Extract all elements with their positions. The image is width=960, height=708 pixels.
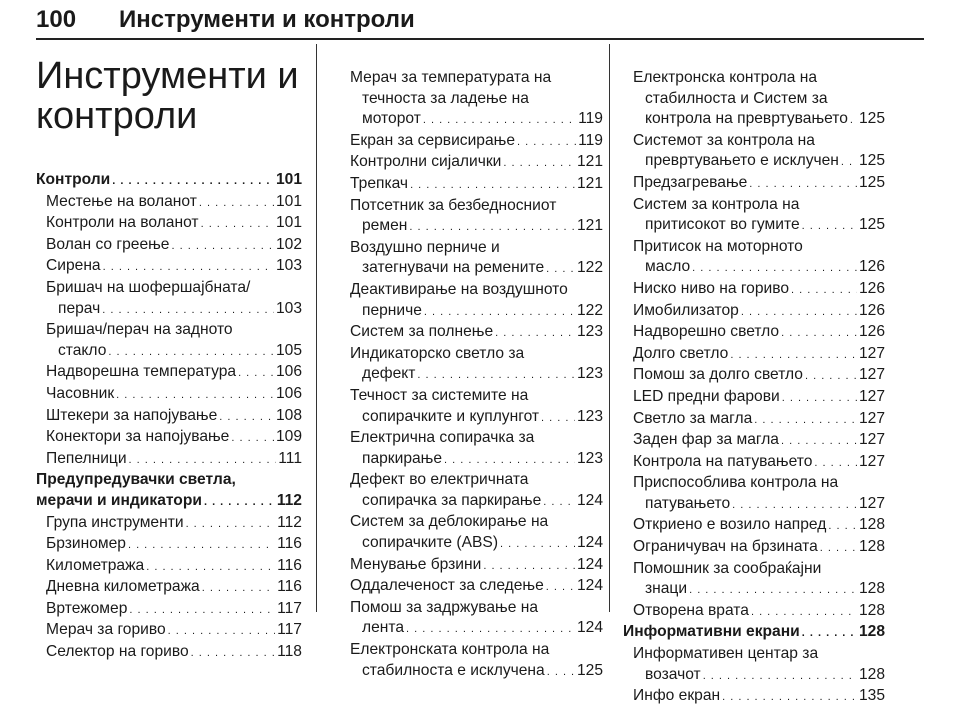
dot-leader [483, 555, 575, 577]
toc-entry-title: патувањето [645, 494, 731, 512]
toc-entry[interactable] [340, 131, 603, 153]
dot-leader [782, 387, 857, 409]
toc-entry-title: Систем за полнење [350, 323, 494, 341]
header-title: Инструменти и контроли [119, 6, 415, 33]
toc-entry-title: затегнувачи на ремените [362, 259, 545, 277]
toc-entry-page: 124 [576, 534, 603, 552]
toc-entry[interactable] [623, 109, 885, 131]
toc-entry-title: Контроли [36, 171, 111, 188]
toc-entry-title: Оддалеченост за следење [350, 577, 544, 595]
dot-leader [850, 109, 857, 131]
toc-entry[interactable] [36, 192, 302, 214]
toc-entry[interactable] [36, 449, 302, 471]
toc-entry-title: знаци [645, 580, 688, 598]
toc-entry-title: Конектори за напојување [46, 428, 230, 446]
toc-entry-title: Инфо екран [633, 687, 721, 705]
toc-entry-page: 117 [277, 621, 302, 639]
chapter-title-line2: контроли [36, 95, 198, 137]
dot-leader [171, 235, 273, 257]
toc-entry-page: 119 [578, 131, 603, 149]
toc-entry-title: стабилноста е исклучена [362, 661, 545, 679]
toc-entry-title: Помош за долго светло [633, 366, 803, 384]
toc-entry-page: 119 [578, 110, 603, 128]
toc-entry-line: Електронската контрола на [350, 641, 550, 659]
toc-entry-title: сопирачките (ABS) [362, 534, 499, 552]
toc-entry-line: Мерач за температурата на [350, 69, 552, 86]
toc-entry-title: Отворена врата [633, 601, 749, 619]
dot-leader [238, 362, 274, 384]
toc-entry-page: 127 [858, 452, 885, 470]
toc-entry-line: Притисок на моторното [633, 237, 803, 255]
toc-entry-title: Предзагревање [633, 173, 748, 191]
toc-entry-title: перниче [362, 301, 422, 319]
toc-entry-page: 112 [276, 491, 302, 509]
header-rule [36, 38, 924, 40]
dot-leader [410, 174, 575, 196]
toc-entry-title: сопирачките и куплунгот [362, 407, 540, 425]
dot-leader [814, 452, 857, 474]
toc-entry-page: 126 [858, 279, 885, 297]
toc-entry[interactable] [340, 491, 603, 513]
toc-entry-line: Предупредувачки светла, [36, 471, 236, 489]
toc-entry-title: Контрола на патувањето [633, 452, 813, 470]
toc-entry-line: Потсетник за безбедносниот [350, 196, 557, 214]
toc-entry-page: 124 [576, 577, 603, 595]
column-divider-left [316, 44, 317, 612]
toc-entry-title: Вртежомер [46, 599, 128, 617]
toc-entry-title: дефект [362, 365, 416, 383]
toc-entry-title: Контроли на воланот [46, 214, 199, 232]
toc-entry[interactable] [340, 152, 603, 174]
toc-entry[interactable] [623, 151, 885, 173]
toc-entry[interactable] [340, 449, 603, 471]
dot-leader [128, 534, 275, 556]
dot-leader [805, 365, 857, 387]
toc-entry-line: Помош за задржување на [350, 598, 539, 616]
dot-leader [204, 491, 275, 513]
dot-leader [146, 556, 275, 578]
dot-leader [689, 579, 857, 601]
dot-leader [112, 170, 274, 192]
toc-entry-page: 127 [858, 366, 885, 384]
dot-leader [116, 384, 274, 406]
dot-leader [546, 258, 575, 280]
toc-entry-title: Имобилизатор [633, 301, 739, 319]
toc-entry-title: Група инструменти [46, 513, 184, 531]
toc-entry[interactable] [623, 622, 885, 644]
toc-entry-page: 127 [858, 431, 885, 449]
toc-entry-page: 124 [576, 491, 603, 509]
toc-entry-page: 122 [576, 259, 603, 277]
column-divider-right [609, 44, 610, 612]
dot-leader [547, 661, 575, 683]
toc-entry[interactable] [36, 513, 302, 535]
toc-entry-page: 123 [576, 449, 603, 467]
toc-entry-title: LED предни фарови [633, 387, 780, 405]
toc-entry-page: 126 [858, 258, 885, 276]
dot-leader [751, 601, 857, 623]
toc-entry-page: 122 [576, 301, 603, 319]
toc-entry[interactable] [623, 387, 885, 409]
toc-entry-title: паркирање [362, 449, 443, 467]
toc-entry-line: Помошник за сообраќајни [633, 559, 822, 577]
toc-entry-title: Надворешна температура [46, 363, 237, 381]
toc-entry-page: 135 [858, 687, 885, 705]
dot-leader [444, 449, 575, 471]
dot-leader [219, 406, 274, 428]
toc-entry-title: перач [58, 299, 101, 317]
dot-leader [703, 665, 857, 687]
toc-column-1 [36, 170, 302, 664]
toc-entry[interactable] [36, 235, 302, 257]
toc-entry-page: 121 [576, 153, 603, 171]
dot-leader [424, 301, 575, 323]
toc-entry-title: Информативни екрани [623, 623, 800, 641]
toc-entry-title: Дневна километража [46, 578, 200, 596]
toc-entry[interactable] [340, 322, 603, 344]
dot-leader [749, 173, 857, 195]
toc-entry[interactable] [36, 406, 302, 428]
toc-entry[interactable] [36, 384, 302, 406]
toc-entry-line: течноста за ладење на [362, 89, 529, 107]
toc-entry[interactable] [623, 579, 885, 601]
toc-entry[interactable] [623, 279, 885, 301]
toc-entry-page: 123 [576, 407, 603, 425]
toc-entry-page: 127 [858, 387, 885, 405]
toc-entry-title: Контролни сијалички [350, 153, 502, 171]
dot-leader [543, 491, 575, 513]
toc-entry-line: Системот за контрола на [633, 131, 815, 149]
toc-entry[interactable] [340, 576, 603, 598]
toc-entry-title: лента [362, 619, 405, 637]
dot-leader [406, 618, 575, 640]
toc-entry-line: Воздушно перниче и [350, 238, 500, 256]
toc-entry-page: 127 [858, 494, 885, 512]
toc-column-3 [623, 68, 885, 708]
toc-entry-line: Систем за контрола на [633, 195, 800, 213]
toc-entry-title: ремен [362, 217, 408, 235]
dot-leader [820, 537, 857, 559]
dot-leader [102, 299, 274, 321]
toc-entry-page: 128 [858, 538, 885, 556]
toc-entry-title: Пепелници [46, 449, 127, 467]
toc-entry[interactable] [623, 173, 885, 195]
toc-entry-page: 101 [275, 192, 302, 210]
toc-entry[interactable] [340, 618, 603, 640]
toc-entry[interactable] [623, 686, 885, 708]
toc-entry[interactable] [623, 665, 885, 687]
toc-entry-page: 125 [858, 152, 885, 170]
toc-entry[interactable] [623, 430, 885, 452]
toc-entry-page: 106 [275, 384, 302, 402]
toc-entry-title: сопирачка за паркирање [362, 491, 542, 509]
toc-entry-page: 116 [277, 535, 302, 553]
toc-entry[interactable] [36, 213, 302, 235]
toc-entry[interactable] [623, 494, 885, 516]
toc-entry-title: моторот [362, 110, 421, 128]
dot-leader [108, 341, 274, 363]
toc-entry[interactable] [36, 362, 302, 384]
toc-entry-page: 102 [275, 235, 302, 253]
toc-entry-page: 128 [858, 516, 885, 534]
toc-entry-title: Штекери за напојување [46, 406, 218, 424]
toc-entry-page: 126 [858, 301, 885, 319]
toc-entry-title: Откриено е возило напред [633, 516, 827, 534]
toc-entry[interactable] [623, 601, 885, 623]
dot-leader [802, 215, 857, 237]
toc-entry-page: 121 [576, 217, 603, 235]
toc-entry-page: 109 [275, 428, 302, 446]
toc-entry[interactable] [340, 109, 603, 131]
toc-entry-page: 127 [858, 409, 885, 427]
toc-entry-title: Сирена [46, 257, 101, 275]
toc-entry[interactable] [36, 170, 302, 192]
toc-entry[interactable] [36, 299, 302, 321]
toc-entry-page: 118 [277, 643, 302, 661]
toc-entry-title: Волан со греење [46, 235, 170, 253]
toc-entry-page: 123 [576, 323, 603, 341]
dot-leader [409, 216, 575, 238]
toc-entry[interactable] [36, 427, 302, 449]
dot-leader [841, 151, 857, 173]
dot-leader [423, 109, 576, 131]
toc-entry[interactable] [36, 491, 302, 513]
toc-entry-page: 127 [858, 344, 885, 362]
toc-entry-line: Бришач/перач на задното [46, 321, 233, 339]
dot-leader [781, 430, 857, 452]
toc-entry-page: 125 [858, 110, 885, 128]
toc-entry[interactable] [623, 215, 885, 237]
toc-entry-title: Часовник [46, 384, 115, 402]
dot-leader [741, 301, 857, 323]
dot-leader [231, 427, 274, 449]
toc-entry-title: Ниско ниво на гориво [633, 279, 790, 297]
toc-entry-title: Брзиномер [46, 535, 126, 553]
toc-entry-line: Индикаторско светло за [350, 344, 525, 362]
toc-entry-page: 125 [858, 216, 885, 234]
toc-entry-line: Деактивирање на воздушното [350, 280, 568, 298]
toc-entry[interactable] [623, 301, 885, 323]
toc-entry-line: Информативен центар за [633, 645, 819, 663]
toc-column-2 [340, 68, 603, 682]
dot-leader [692, 257, 857, 279]
dot-leader [722, 686, 857, 708]
page-number: 100 [36, 6, 77, 33]
toc-entry-line: Дефект во електричната [350, 471, 529, 489]
toc-entry-title: Светло за магла [633, 409, 753, 427]
dot-leader [730, 344, 857, 366]
toc-entry[interactable] [340, 661, 603, 683]
toc-entry[interactable] [36, 256, 302, 278]
toc-entry-page: 123 [576, 365, 603, 383]
toc-entry-page: 112 [277, 513, 302, 531]
dot-leader [129, 449, 277, 471]
toc-entry-page: 126 [858, 323, 885, 341]
toc-entry-title: стакло [58, 341, 107, 359]
toc-entry[interactable] [340, 407, 603, 429]
dot-leader [199, 192, 274, 214]
toc-entry[interactable] [36, 341, 302, 363]
toc-entry[interactable] [623, 322, 885, 344]
toc-entry[interactable] [36, 620, 302, 642]
toc-entry-page: 128 [858, 623, 885, 641]
page-header [36, 6, 924, 42]
toc-entry-page: 124 [576, 555, 603, 573]
toc-entry-title: превртувањето е исклучен [645, 152, 839, 170]
toc-entry-title: Заден фар за магла [633, 431, 779, 449]
toc-entry-title: Долго светло [633, 344, 729, 362]
toc-entry-page: 101 [275, 214, 302, 232]
dot-leader [500, 533, 575, 555]
toc-entry[interactable] [36, 642, 302, 664]
toc-entry-title: масло [645, 258, 691, 276]
toc-entry-line: Систем за деблокирање на [350, 513, 549, 531]
chapter-title-line1: Инструменти и [36, 55, 299, 97]
dot-leader [791, 279, 857, 301]
dot-leader [503, 152, 575, 174]
toc-entry-page: 106 [275, 363, 302, 381]
toc-entry-title: мерачи и индикатори [36, 491, 202, 509]
dot-leader [202, 577, 275, 599]
toc-entry-title: Километража [46, 556, 145, 574]
dot-leader [732, 494, 857, 516]
toc-entry-page: 108 [275, 406, 302, 424]
dot-leader [781, 322, 857, 344]
toc-entry[interactable] [340, 258, 603, 280]
toc-entry-title: Ограничувач на брзината [633, 538, 818, 556]
toc-entry[interactable] [36, 556, 302, 578]
toc-entry[interactable] [623, 257, 885, 279]
toc-entry-page: 125 [576, 661, 603, 679]
dot-leader [541, 407, 575, 429]
toc-entry[interactable] [623, 537, 885, 559]
toc-entry[interactable] [36, 599, 302, 621]
toc-entry[interactable] [340, 301, 603, 323]
dot-leader [517, 131, 576, 153]
toc-entry[interactable] [623, 344, 885, 366]
toc-entry-page: 111 [278, 449, 302, 467]
dot-leader [191, 642, 275, 664]
toc-entry-page: 128 [858, 601, 885, 619]
toc-entry-line: Електронска контрола на [633, 69, 818, 86]
toc-entry-page: 124 [576, 619, 603, 637]
toc-entry-title: Мерач за гориво [46, 621, 166, 639]
toc-entry-page: 116 [277, 556, 302, 574]
toc-entry-title: Екран за сервисирање [350, 131, 515, 149]
toc-entry[interactable] [623, 515, 885, 537]
toc-entry-line: стабилноста и Систем за [645, 89, 828, 107]
toc-entry-page: 125 [858, 173, 885, 191]
toc-entry-page: 117 [277, 599, 302, 617]
toc-entry-title: Местење на воланот [46, 192, 197, 210]
toc-entry-page: 116 [277, 578, 302, 596]
dot-leader [417, 364, 575, 386]
toc-entry-page: 103 [275, 299, 302, 317]
toc-entry[interactable] [623, 365, 885, 387]
toc-entry-title: Трепкач [350, 174, 409, 192]
dot-leader [103, 256, 274, 278]
toc-entry-page: 128 [858, 665, 885, 683]
toc-entry-title: Селектор на гориво [46, 643, 189, 661]
toc-entry-page: 121 [576, 174, 603, 192]
toc-entry-title: контрола на превртувањето [645, 110, 848, 128]
dot-leader [546, 576, 575, 598]
toc-entry-page: 103 [275, 257, 302, 275]
dot-leader [186, 513, 276, 535]
toc-entry-line: Бришач на шофершајбната/ [46, 278, 251, 296]
toc-entry[interactable] [36, 577, 302, 599]
toc-entry-title: притисокот во гумите [645, 216, 800, 234]
toc-entry-line: Електрична сопирачка за [350, 429, 535, 447]
dot-leader [802, 622, 857, 644]
toc-entry-page: 128 [858, 580, 885, 598]
toc-entry-page: 101 [275, 171, 302, 188]
toc-entry[interactable] [340, 364, 603, 386]
toc-entry-title: Надворешно светло [633, 323, 780, 341]
toc-entry[interactable] [340, 174, 603, 196]
toc-entry[interactable] [340, 216, 603, 238]
chapter-title [36, 56, 299, 136]
toc-entry-line: Приспособлива контрола на [633, 474, 839, 492]
dot-leader [754, 409, 857, 431]
toc-entry-title: возачот [645, 665, 701, 683]
dot-leader [828, 515, 857, 537]
toc-entry-line: Течност за системите на [350, 386, 529, 404]
toc-entry[interactable] [340, 555, 603, 577]
dot-leader [495, 322, 575, 344]
toc-entry[interactable] [36, 534, 302, 556]
toc-entry[interactable] [623, 409, 885, 431]
toc-entry-title: Менување брзини [350, 555, 482, 573]
toc-entry[interactable] [340, 533, 603, 555]
dot-leader [168, 620, 275, 642]
toc-entry-page: 105 [275, 341, 302, 359]
dot-leader [201, 213, 274, 235]
dot-leader [129, 599, 275, 621]
toc-entry[interactable] [623, 452, 885, 474]
